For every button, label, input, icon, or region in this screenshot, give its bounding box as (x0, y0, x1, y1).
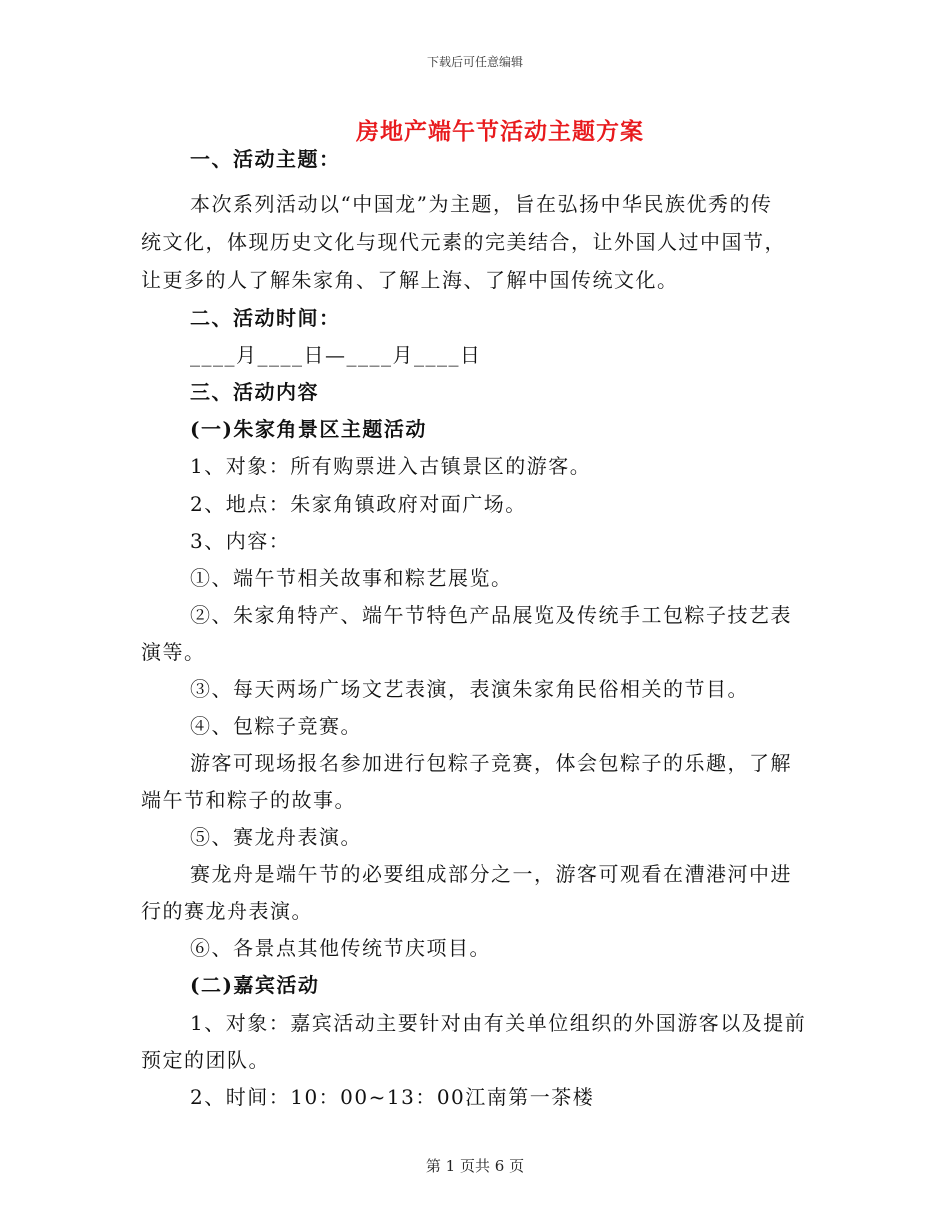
page-footer: 第 1 页共 6 页 (425, 1157, 525, 1175)
content-item: ③、每天两场广场文艺表演，表演朱家角民俗相关的节目。 (190, 677, 749, 701)
section-heading-time: 二、活动时间： (190, 306, 341, 330)
subsection-heading-scenic: (一)朱家角景区主题活动 (190, 417, 427, 441)
content-item: ⑤、赛龙舟表演。 (190, 825, 362, 849)
list-item: 预定的团队。 (141, 1048, 270, 1072)
list-item: 2、地点：朱家角镇政府对面广场。 (190, 492, 527, 516)
paragraph-line: 行的赛龙舟表演。 (141, 899, 313, 923)
date-range: ____月____日—____月____日 (190, 343, 482, 367)
section-heading-theme: 一、活动主题： (190, 147, 341, 171)
list-item: 3、内容： (190, 529, 291, 553)
subsection-heading-guests: (二)嘉宾活动 (190, 973, 320, 997)
section-heading-content: 三、活动内容 (190, 380, 319, 404)
list-item: 1、对象：嘉宾活动主要针对由有关单位组织的外国游客以及提前 (190, 1011, 807, 1035)
paragraph-line: 让更多的人了解朱家角、了解上海、了解中国传统文化。 (141, 268, 679, 292)
content-item: ②、朱家角特产、端午节特色产品展览及传统手工包粽子技艺表 (190, 603, 792, 627)
list-item: 1、对象：所有购票进入古镇景区的游客。 (190, 454, 592, 478)
content-item: 演等。 (141, 640, 206, 664)
content-item: ①、端午节相关故事和粽艺展览。 (190, 566, 513, 590)
header-note: 下载后可任意编辑 (426, 55, 523, 69)
document-title: 房地产端午节活动主题方案 (356, 118, 644, 145)
list-item: 2、时间：10：00~13：00江南第一茶楼 (190, 1085, 595, 1109)
content-item: ⑥、各景点其他传统节庆项目。 (190, 936, 491, 960)
paragraph-line: 统文化，体现历史文化与现代元素的完美结合，让外国人过中国节， (141, 230, 786, 254)
content-item: ④、包粽子竞赛。 (190, 714, 362, 738)
paragraph-line: 游客可现场报名参加进行包粽子竞赛，体会包粽子的乐趣，了解 (190, 751, 792, 775)
paragraph-line: 赛龙舟是端午节的必要组成部分之一，游客可观看在漕港河中进 (190, 862, 792, 886)
paragraph-line: 端午节和粽子的故事。 (141, 788, 356, 812)
paragraph-line: 本次系列活动以“中国龙”为主题，旨在弘扬中华民族优秀的传 (190, 192, 773, 216)
